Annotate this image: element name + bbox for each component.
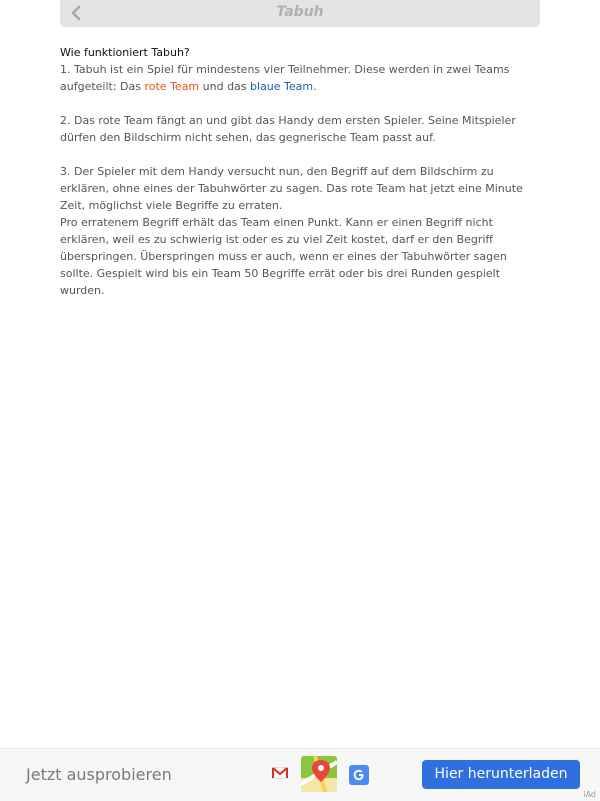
page-title: Tabuh [276, 4, 324, 20]
p1-text-start: 1. Tabuh ist ein Spiel für mindestens vier Teilnehmer. Diese werden in zwei Teams aufgeteilt: Das [60, 63, 510, 93]
blue-team-label: blaue Team [250, 80, 314, 93]
p1-text-end: . [313, 80, 317, 93]
paragraph-1 [60, 61, 540, 95]
try-now-text: Jetzt ausprobieren [26, 765, 172, 784]
download-button[interactable]: Hier herunterladen [422, 760, 580, 789]
ad-banner[interactable] [0, 748, 600, 801]
instructions [60, 44, 540, 299]
paragraph-2: 2. Das rote Team fängt an und gibt das Handy dem ersten Spieler. Seine Mitspieler dürfen den Bildschirm nicht sehen, das gegnerische Team passt auf. [60, 114, 516, 144]
red-team-label: rote Team [144, 80, 200, 93]
gmail-icon [272, 767, 288, 779]
p1-text-middle: und das [199, 80, 251, 93]
instructions-heading: Wie funktioniert Tabuh? [60, 46, 190, 59]
google-maps-icon [301, 756, 337, 792]
nav-bar [60, 0, 540, 27]
google-search-icon [349, 765, 369, 785]
paragraph-3: 3. Der Spieler mit dem Handy versucht nun, den Begriff auf dem Bildschirm zu erklären, ohne eines der Tabuhwörter zu sagen. Das rote Team hat jetzt eine Minute Zeit, möglichst viele Begriffe zu erraten. [60, 165, 523, 212]
paragraph-4: Pro erratenem Begriff erhält das Team einen Punkt. Kann er einen Begriff nicht erklären, weil es zu schwierig ist oder es zu viel Zeit kostet, darf er den Begriff überspringen. Überspringen muss er auch, wenn er eines der Tabuhwörter sagen sollte. Gespielt wird bis ein Team 50 Begriffe errät oder bis drei Runden gespielt wurden. [60, 216, 507, 297]
iad-label: iAd [583, 790, 596, 799]
